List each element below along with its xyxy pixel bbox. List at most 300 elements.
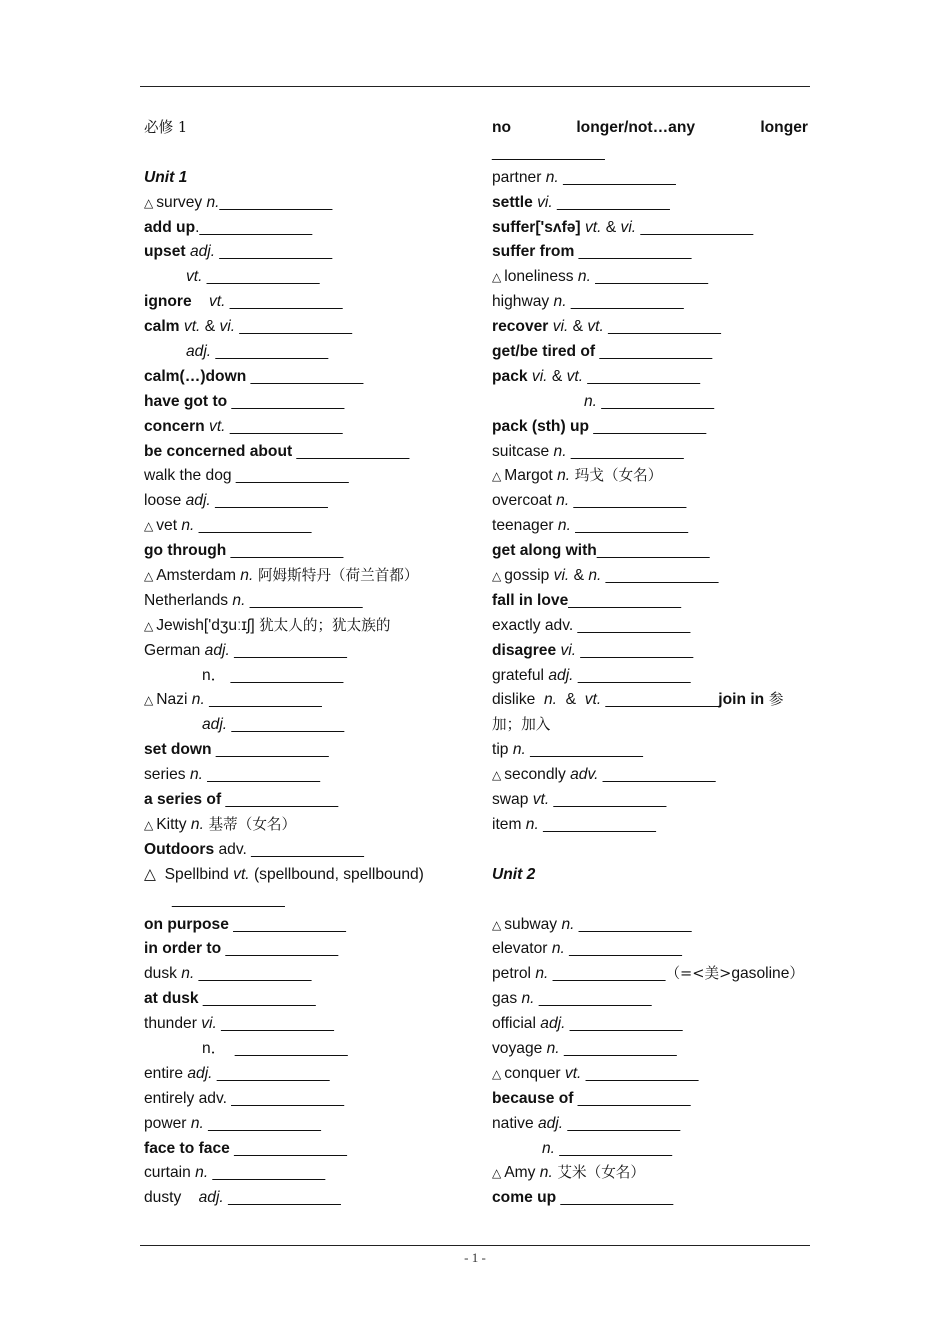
part-of-speech: n. [577, 268, 591, 286]
part-of-speech: adj. [204, 641, 230, 659]
vocab-entry [144, 1186, 464, 1211]
part-of-speech: vi. [552, 318, 569, 336]
part-of-speech: n. [551, 940, 565, 958]
entry-text: _____________ [194, 965, 312, 983]
vocab-entry [144, 813, 464, 838]
entry-text: & [569, 567, 589, 585]
entry-text: gossip [504, 567, 554, 585]
vocab-entry [144, 464, 464, 489]
part-of-speech: n. [553, 293, 567, 311]
entry-text: _____________ [235, 318, 353, 336]
vocab-entry [144, 1112, 464, 1137]
entry-text: Netherlands [144, 591, 233, 609]
part-of-speech: n. [545, 168, 559, 186]
vocab-entry [492, 116, 808, 141]
entry-headword: at dusk [144, 990, 199, 1008]
entry-text: _____________ [552, 193, 670, 211]
chinese-gloss: 阿姆斯特丹（荷兰首都） [253, 567, 419, 585]
vocab-entry [144, 788, 464, 813]
part-of-speech: adj. [189, 243, 216, 261]
right-column [492, 116, 808, 1211]
vocab-entry [492, 664, 808, 689]
vocab-entry [492, 340, 808, 365]
vocab-entry [144, 1062, 464, 1087]
entry-text: △ Spellbind [144, 865, 234, 883]
entry-text: _____________ [570, 517, 688, 535]
vocab-entry [492, 216, 808, 241]
part-of-speech: vt. [209, 417, 226, 435]
entry-headword: calm [144, 318, 180, 336]
entry-text: n． _____________ [202, 666, 344, 684]
unit-heading: Unit 1 [144, 168, 188, 186]
entry-headword: upset [144, 243, 186, 261]
part-of-speech: vt. [584, 218, 602, 236]
entry-headword: come up [492, 1189, 557, 1207]
entry-headword: calm(…)down [144, 367, 247, 385]
entry-text: _____________ [538, 815, 656, 833]
part-of-speech: adj. [185, 492, 211, 510]
entry-headword: fall in love [492, 591, 569, 609]
entry-text: _____________ [492, 143, 605, 161]
entry-headword: because of [492, 1089, 574, 1107]
vocab-entry [144, 315, 464, 340]
entry-text: loose [144, 492, 186, 510]
part-of-speech: n. [189, 766, 203, 784]
entry-text: _____________ [292, 442, 410, 460]
blank-line [492, 838, 808, 863]
entry-text: _____________ [229, 1139, 347, 1157]
part-of-speech: n. [232, 591, 246, 609]
part-of-speech: n. [542, 1139, 556, 1157]
entry-text: _____________ [569, 492, 687, 510]
triangle-icon: △ [492, 270, 502, 285]
vocab-entry [144, 639, 464, 664]
triangle-icon: △ [144, 519, 154, 534]
chinese-gloss: 玛戈（女名） [570, 467, 663, 485]
part-of-speech: vt. [209, 293, 226, 311]
entry-text: _____________ [211, 343, 329, 361]
part-of-speech: n. [557, 467, 571, 485]
vocab-entry [492, 788, 808, 813]
part-of-speech: n. [190, 1114, 204, 1132]
entry-headword: join in [718, 691, 765, 709]
chinese-gloss: ） [789, 965, 805, 983]
entry-text: (spellbound, spellbound) [249, 865, 424, 883]
part-of-speech: n. [584, 392, 598, 410]
entry-text: vet [156, 517, 182, 535]
entry-text: _____________ [219, 193, 333, 211]
vocab-entry [492, 1161, 808, 1186]
entry-text: & [557, 691, 585, 709]
chinese-gloss: 犹太人的；犹太族的 [259, 616, 391, 634]
vocab-entry [492, 1062, 808, 1087]
entry-text: native [492, 1114, 538, 1132]
vocab-entry [492, 614, 808, 639]
entry-word: longer/not…any [576, 119, 696, 136]
vocab-entry [492, 166, 808, 191]
entry-text: _____________ [573, 1089, 691, 1107]
entry-text: _____________ [573, 666, 691, 684]
blank-line [144, 141, 464, 166]
vocab-entry [144, 440, 464, 465]
entry-text: _____________ [221, 791, 339, 809]
entry-text: entire [144, 1064, 188, 1082]
vocab-entry [144, 240, 464, 265]
entry-text: _____________ [204, 691, 322, 709]
chinese-gloss: （=<美> [665, 965, 732, 983]
part-of-speech: vi. [201, 1015, 217, 1033]
part-of-speech: vt. [532, 791, 550, 809]
part-of-speech: n. [535, 965, 549, 983]
entry-text: adv. _____________ [214, 840, 364, 858]
entry-headword: suffer from [492, 243, 575, 261]
entry-text: gas [492, 990, 522, 1008]
entry-text: teenager [492, 517, 558, 535]
entry-text: tip [492, 741, 513, 759]
vocab-entry [492, 489, 808, 514]
entry-headword: set down [144, 741, 212, 759]
entry-headword: Outdoors [144, 840, 215, 858]
vocab-entry [492, 390, 808, 415]
entry-text: highway [492, 293, 554, 311]
entry-text: _____________ [568, 591, 682, 609]
vocab-entry [144, 265, 464, 290]
entry-text: _____________ [590, 268, 709, 286]
entry-headword: have got to [144, 392, 228, 410]
entry-text: _____________ [565, 1015, 683, 1033]
vocab-entry [144, 539, 464, 564]
entry-headword: a series of [144, 791, 222, 809]
triangle-icon: △ [492, 569, 502, 584]
entry-text: _____________ [574, 243, 692, 261]
entry-text: _____________ [598, 766, 716, 784]
entry-text: _____________ [574, 915, 692, 933]
entry-text: _____________ [576, 641, 694, 659]
vocab-entry [492, 1037, 808, 1062]
entry-text: petrol [492, 965, 536, 983]
vocab-entry [144, 415, 464, 440]
vocab-entry [492, 813, 808, 838]
entry-text [192, 293, 209, 310]
entry-text: _____________ [226, 542, 344, 560]
entry-headword: ignore [144, 293, 192, 311]
triangle-icon: △ [144, 618, 154, 633]
vocab-entry [492, 688, 808, 713]
part-of-speech: n. [521, 990, 535, 1008]
entry-text: _____________ [227, 392, 345, 410]
entry-text: & [568, 318, 588, 336]
entry-text: ._____________ [195, 218, 313, 236]
blank-line [492, 888, 808, 913]
entry-text: power [144, 1114, 191, 1132]
entry-text: thunder [144, 1015, 202, 1033]
vocab-entry [144, 589, 464, 614]
entry-text: official [492, 1015, 541, 1033]
entry-headword: face to face [144, 1139, 230, 1157]
entry-text: _____________ [603, 318, 721, 336]
vocab-entry [144, 290, 464, 315]
unit-heading: Unit 2 [492, 865, 536, 883]
triangle-icon: △ [144, 569, 154, 584]
entry-headword: concern [144, 417, 205, 435]
entry-text: swap [492, 791, 533, 809]
part-of-speech: n. [181, 965, 195, 983]
entry-text: _____________ [210, 492, 328, 510]
vocab-entry [492, 1186, 808, 1211]
part-of-speech: n. [561, 915, 575, 933]
entry-text: secondly [504, 766, 571, 784]
vocab-entry [492, 265, 808, 290]
part-of-speech: adj. [540, 1015, 566, 1033]
entry-headword: be concerned about [144, 442, 293, 460]
vocab-entry [492, 315, 808, 340]
triangle-icon: △ [492, 768, 502, 783]
entry-text: dusk [144, 965, 182, 983]
vocab-entry [144, 390, 464, 415]
triangle-icon: △ [144, 195, 154, 210]
vocab-entry [144, 913, 464, 938]
entry-text: _____________ [559, 1039, 677, 1057]
entry-text: & [547, 367, 567, 385]
vocab-entry [492, 589, 808, 614]
vocab-entry [492, 191, 808, 216]
vocab-entry [144, 365, 464, 390]
entry-headword: recover [492, 318, 549, 336]
part-of-speech: vt. [584, 691, 602, 709]
entry-text: grateful [492, 666, 549, 684]
entry-text: _____________ [216, 1015, 334, 1033]
entry-headword: pack [492, 367, 528, 385]
part-of-speech: n. [181, 517, 195, 535]
entry-text: subway [504, 915, 562, 933]
entry-text: _____________ [172, 890, 285, 908]
vocab-entry [492, 1112, 808, 1137]
left-column [144, 116, 464, 1211]
part-of-speech: adj. [202, 716, 228, 734]
vocab-entry [144, 738, 464, 763]
vocab-entry [144, 688, 464, 713]
entry-text: voyage [492, 1039, 547, 1057]
entry-text: _____________ [211, 741, 329, 759]
entry-text: _____________ [549, 791, 667, 809]
vocab-entry [492, 464, 808, 489]
entry-text: _____________ [636, 218, 754, 236]
entry-text: _____________ [194, 517, 312, 535]
vocab-entry [492, 713, 808, 738]
vocab-entry [492, 738, 808, 763]
part-of-speech: n. [544, 691, 558, 709]
entry-text: _____________ [221, 940, 339, 958]
entry-text: conquer [504, 1064, 565, 1082]
entry-text: _____________ [556, 1189, 674, 1207]
chinese-gloss: 艾米（女名） [552, 1164, 645, 1182]
vocab-entry [492, 141, 808, 166]
entry-text: _____________ [555, 1139, 673, 1157]
vocab-entry [144, 713, 464, 738]
entry-text: _____________ [534, 990, 652, 1008]
part-of-speech: n. [191, 691, 205, 709]
entry-headword: get/be tired of [492, 343, 596, 361]
vocab-entry [144, 1161, 464, 1186]
part-of-speech: adv. [570, 766, 599, 784]
entry-text: _____________ [566, 442, 684, 460]
part-of-speech: n. [556, 492, 570, 510]
vocab-entry [144, 489, 464, 514]
vocab-entry [144, 614, 464, 639]
vocab-entry [144, 937, 464, 962]
part-of-speech: vt. [566, 367, 584, 385]
entry-text: gasoline [731, 965, 790, 983]
vocab-entry [144, 1137, 464, 1162]
entry-text: partner [492, 168, 546, 186]
vocab-entry [144, 838, 464, 863]
entry-text: _____________ [564, 940, 682, 958]
part-of-speech: n. [512, 741, 526, 759]
vocab-entry [144, 1037, 464, 1062]
entry-text: _____________ [589, 417, 707, 435]
vocab-entry [144, 987, 464, 1012]
entry-text: _____________ [228, 915, 346, 933]
vocab-entry [492, 365, 808, 390]
part-of-speech: adj. [198, 1189, 224, 1207]
part-of-speech: adj. [186, 343, 212, 361]
entry-text: _____________ [203, 1114, 321, 1132]
vocab-entry [492, 937, 808, 962]
vocab-entry [492, 415, 808, 440]
entry-headword: in order to [144, 940, 222, 958]
entry-text: survey [156, 193, 207, 211]
entry-text: walk the dog _____________ [144, 467, 349, 485]
entry-text: _____________ [229, 641, 347, 659]
entry-text: Jewish['dʒuːɪʃ] [156, 616, 260, 634]
vocab-entry [492, 539, 808, 564]
triangle-icon: △ [492, 917, 502, 932]
vocab-entry [492, 564, 808, 589]
vocab-entry [492, 240, 808, 265]
part-of-speech: vt. [186, 268, 203, 286]
entry-text: curtain [144, 1164, 196, 1182]
part-of-speech: adj. [537, 1114, 564, 1132]
entry-text: _____________ [245, 591, 363, 609]
vocab-entry [144, 1087, 464, 1112]
entry-text: _____________ [596, 542, 710, 560]
part-of-speech: adj. [187, 1064, 213, 1082]
chinese-gloss: 参 [764, 691, 784, 709]
part-of-speech: vi. [219, 318, 236, 336]
entry-headword: go through [144, 542, 227, 560]
entry-text: Margot [504, 467, 558, 485]
part-of-speech: n. [240, 567, 254, 585]
entry-text: _____________ [583, 367, 701, 385]
entry-word: no [492, 119, 512, 136]
vocab-entry [144, 763, 464, 788]
part-of-speech: vi. [560, 641, 577, 659]
entry-text: _____________ [215, 243, 333, 261]
entry-headword: add up [144, 218, 196, 236]
entry-text: _____________ [548, 965, 666, 983]
entry-text: Kitty [156, 815, 191, 833]
vocab-entry [144, 1012, 464, 1037]
entry-text: _____________ [581, 1064, 699, 1082]
vocab-entry [144, 863, 464, 888]
page-number: - 1 - [464, 1250, 486, 1265]
entry-text: _____________ [202, 766, 321, 784]
entry-text: _____________ [597, 392, 715, 410]
triangle-icon: △ [492, 469, 502, 484]
vocab-entry [144, 962, 464, 987]
vocab-entry [492, 639, 808, 664]
part-of-speech: n. [539, 1164, 553, 1182]
vocab-entry [492, 962, 808, 987]
part-of-speech: n. [546, 1039, 560, 1057]
header-rule [140, 86, 810, 87]
entry-text: & [601, 218, 621, 236]
entry-text: _____________ [223, 1189, 341, 1207]
triangle-icon: △ [144, 693, 154, 708]
vocab-entry [492, 913, 808, 938]
entry-text: Nazi [156, 691, 192, 709]
chinese-gloss: 必修 1 [144, 119, 188, 136]
vocab-entry [492, 1087, 808, 1112]
entry-text: _____________ [563, 1114, 681, 1132]
entry-text: _____________ [601, 567, 719, 585]
entry-text: _____________ [208, 1164, 326, 1182]
entry-text: _____________ [198, 990, 316, 1008]
vocab-entry [144, 564, 464, 589]
entry-text: _____________ [225, 417, 343, 435]
part-of-speech: n. [588, 567, 602, 585]
entry-text: _____________ [227, 716, 345, 734]
vocab-entry [144, 888, 464, 913]
entry-text: Amy [504, 1164, 540, 1182]
entry-text: loneliness [504, 268, 578, 286]
part-of-speech: n. [553, 442, 567, 460]
chinese-gloss: 加；加入 [492, 716, 551, 734]
part-of-speech: n. [195, 1164, 209, 1182]
vocab-entry [492, 1012, 808, 1037]
vocab-entry [144, 191, 464, 216]
part-of-speech: vt. [564, 1064, 582, 1082]
entry-headword: on purpose [144, 915, 229, 933]
entry-text: suitcase [492, 442, 554, 460]
part-of-speech: vi. [537, 193, 553, 211]
entry-text: German [144, 641, 205, 659]
part-of-speech: vt. [587, 318, 604, 336]
entry-text: dislike [492, 691, 544, 709]
entry-text: _____________ [601, 691, 719, 709]
triangle-icon: △ [492, 1066, 502, 1081]
entry-text: entirely adv. _____________ [144, 1089, 344, 1107]
entry-headword: get along with [492, 542, 597, 560]
entry-text: elevator [492, 940, 552, 958]
entry-text: & [200, 318, 220, 336]
part-of-speech: n. [557, 517, 571, 535]
part-of-speech: vi. [531, 367, 548, 385]
entry-text: item [492, 815, 526, 833]
part-of-speech: n. [190, 815, 204, 833]
part-of-speech: vt. [183, 318, 201, 336]
vocab-entry [492, 440, 808, 465]
part-of-speech: vt. [233, 865, 250, 883]
entry-text: _____________ [212, 1064, 330, 1082]
vocab-entry [144, 514, 464, 539]
footer-rule [140, 1245, 810, 1246]
entry-word: longer [760, 119, 808, 136]
vocab-entry [492, 987, 808, 1012]
vocab-entry [144, 664, 464, 689]
entry-text: _____________ [566, 293, 684, 311]
entry-text: overcoat [492, 492, 557, 510]
